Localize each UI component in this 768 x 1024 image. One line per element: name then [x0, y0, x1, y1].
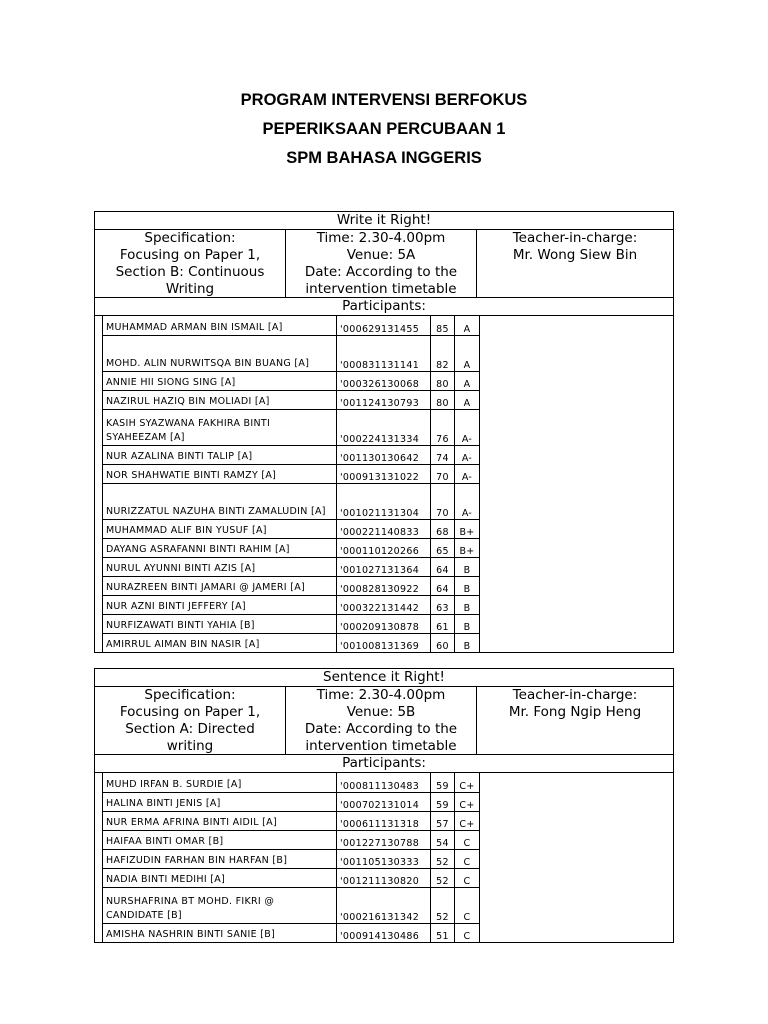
table-row: [103, 887, 480, 923]
section-write-it-right: [94, 211, 674, 653]
spec-line: Writing: [165, 281, 215, 297]
mark: 76: [431, 409, 455, 445]
table-row: [103, 614, 480, 633]
date-line: intervention timetable: [305, 281, 457, 297]
student-name: NURFIZAWATI BINTI YAHIA [B]: [103, 614, 337, 633]
ic-number: '000831131141: [337, 335, 431, 371]
participants-label: Participants:: [95, 298, 673, 316]
table-row: [103, 923, 480, 942]
participants-table-wrap: [95, 773, 673, 942]
title-exam: PEPERIKSAAN PERCUBAAN 1: [262, 120, 506, 138]
date-line: Date: According to the: [304, 264, 458, 280]
venue-line: Venue: 5B: [346, 704, 416, 720]
ic-number: '000811130483: [337, 773, 431, 792]
spec-line: Specification:: [144, 687, 236, 703]
student-name: KASIH SYAZWANA FAKHIRA BINTI SYAHEEZAM [A]: [103, 409, 337, 445]
ic-number: '001027131364: [337, 557, 431, 576]
ic-number: '000611131318: [337, 811, 431, 830]
spec-line: Specification:: [144, 230, 236, 246]
title-program: PROGRAM INTERVENSI BERFOKUS: [240, 91, 528, 109]
ic-number: '001008131369: [337, 633, 431, 652]
grade: A-: [455, 409, 480, 445]
grade: C: [455, 868, 480, 887]
schedule-cell: [286, 687, 477, 754]
student-name: NURSHAFRINA BT MOHD. FIKRI @ CANDIDATE [B]: [103, 887, 337, 923]
grade: A: [455, 390, 480, 409]
participants-label: Participants:: [95, 755, 673, 773]
section-title: Write it Right!: [95, 212, 673, 230]
date-line: intervention timetable: [305, 738, 457, 754]
ic-number: '000110120266: [337, 538, 431, 557]
grade: A-: [455, 445, 480, 464]
mark: 63: [431, 595, 455, 614]
mark: 60: [431, 633, 455, 652]
grade: C: [455, 849, 480, 868]
student-name: MUHD IRFAN B. SURDIE [A]: [103, 773, 337, 792]
mark: 70: [431, 464, 455, 483]
teacher-label: Teacher-in-charge:: [512, 230, 638, 246]
mark: 70: [431, 483, 455, 519]
grade: A: [455, 335, 480, 371]
table-row: [103, 595, 480, 614]
grade: C+: [455, 811, 480, 830]
grade: C: [455, 923, 480, 942]
ic-number: '000914130486: [337, 923, 431, 942]
specification-cell: [95, 687, 286, 754]
student-name: AMISHA NASHRIN BINTI SANIE [B]: [103, 923, 337, 942]
spec-line: Focusing on Paper 1,: [119, 704, 261, 720]
table-row: [103, 868, 480, 887]
table-row: [103, 633, 480, 652]
ic-number: '001211130820: [337, 868, 431, 887]
mark: 65: [431, 538, 455, 557]
grade: A-: [455, 483, 480, 519]
table-row: [103, 445, 480, 464]
table-row: [103, 849, 480, 868]
student-name: MUHAMMAD ARMAN BIN ISMAIL [A]: [103, 316, 337, 335]
mark: 54: [431, 830, 455, 849]
grade: A: [455, 316, 480, 335]
table-row: [103, 557, 480, 576]
grade: B: [455, 557, 480, 576]
grade: B: [455, 614, 480, 633]
ic-number: '000221140833: [337, 519, 431, 538]
grade: B+: [455, 519, 480, 538]
student-name: AMIRRUL AIMAN BIN NASIR [A]: [103, 633, 337, 652]
mark: 64: [431, 576, 455, 595]
ic-number: '000629131455: [337, 316, 431, 335]
mark: 64: [431, 557, 455, 576]
mark: 74: [431, 445, 455, 464]
ic-number: '001021131304: [337, 483, 431, 519]
table-row: [103, 538, 480, 557]
student-name: MOHD. ALIN NURWITSQA BIN BUANG [A]: [103, 335, 337, 371]
grade: B: [455, 633, 480, 652]
mark: 52: [431, 887, 455, 923]
ic-number: '001124130793: [337, 390, 431, 409]
ic-number: '001105130333: [337, 849, 431, 868]
student-name: NADIA BINTI MEDIHI [A]: [103, 868, 337, 887]
ic-number: '000216131342: [337, 887, 431, 923]
ic-number: '000828130922: [337, 576, 431, 595]
table-row: [103, 464, 480, 483]
time-line: Time: 2.30-4.00pm: [316, 230, 446, 246]
mark: 59: [431, 792, 455, 811]
student-name: NURAZREEN BINTI JAMARI @ JAMERI [A]: [103, 576, 337, 595]
mark: 57: [431, 811, 455, 830]
section-info-row: [95, 230, 673, 298]
table-row: [103, 519, 480, 538]
student-name: NAZIRUL HAZIQ BIN MOLIADI [A]: [103, 390, 337, 409]
table-row: [103, 409, 480, 445]
section-sentence-it-right: [94, 668, 674, 943]
teacher-label: Teacher-in-charge:: [512, 687, 638, 703]
section-title: Sentence it Right!: [95, 669, 673, 687]
mark: 85: [431, 316, 455, 335]
student-name: DAYANG ASRAFANNI BINTI RAHIM [A]: [103, 538, 337, 557]
student-name: HAFIZUDIN FARHAN BIN HARFAN [B]: [103, 849, 337, 868]
ic-number: '000209130878: [337, 614, 431, 633]
spec-line: Focusing on Paper 1,: [119, 247, 261, 263]
venue-line: Venue: 5A: [346, 247, 416, 263]
teacher-cell: [477, 230, 673, 297]
grade: B+: [455, 538, 480, 557]
grade: B: [455, 595, 480, 614]
teacher-name: Mr. Wong Siew Bin: [512, 247, 638, 263]
specification-cell: [95, 230, 286, 297]
table-row: [103, 371, 480, 390]
table-row: [103, 390, 480, 409]
mark: 82: [431, 335, 455, 371]
grade: A: [455, 371, 480, 390]
grade: C: [455, 830, 480, 849]
student-name: NUR ERMA AFRINA BINTI AIDIL [A]: [103, 811, 337, 830]
student-name: ANNIE HII SIONG SING [A]: [103, 371, 337, 390]
mark: 52: [431, 849, 455, 868]
ic-number: '000326130068: [337, 371, 431, 390]
table-row: [103, 792, 480, 811]
student-name: HAIFAA BINTI OMAR [B]: [103, 830, 337, 849]
mark: 80: [431, 371, 455, 390]
title-subject: SPM BAHASA INGGERIS: [286, 149, 482, 167]
spec-line: Section A: Directed: [125, 721, 255, 737]
table-row: [103, 830, 480, 849]
teacher-cell: [477, 687, 673, 754]
time-line: Time: 2.30-4.00pm: [316, 687, 446, 703]
ic-number: '000913131022: [337, 464, 431, 483]
ic-number: '001130130642: [337, 445, 431, 464]
student-name: NURIZZATUL NAZUHA BINTI ZAMALUDIN [A]: [103, 483, 337, 519]
grade: A-: [455, 464, 480, 483]
ic-number: '001227130788: [337, 830, 431, 849]
grade: B: [455, 576, 480, 595]
mark: 52: [431, 868, 455, 887]
mark: 80: [431, 390, 455, 409]
ic-number: '000702131014: [337, 792, 431, 811]
ic-number: '000224131334: [337, 409, 431, 445]
participants-table: [102, 316, 480, 652]
date-line: Date: According to the: [304, 721, 458, 737]
schedule-cell: [286, 230, 477, 297]
mark: 68: [431, 519, 455, 538]
table-row: [103, 811, 480, 830]
teacher-name: Mr. Fong Ngip Heng: [508, 704, 642, 720]
participants-table: [102, 773, 480, 942]
table-row: [103, 316, 480, 335]
ic-number: '000322131442: [337, 595, 431, 614]
grade: C+: [455, 773, 480, 792]
student-name: MUHAMMAD ALIF BIN YUSUF [A]: [103, 519, 337, 538]
mark: 51: [431, 923, 455, 942]
grade: C+: [455, 792, 480, 811]
participants-table-wrap: [95, 316, 673, 652]
table-row: [103, 576, 480, 595]
student-name: NURUL AYUNNI BINTI AZIS [A]: [103, 557, 337, 576]
table-row: [103, 335, 480, 371]
student-name: NUR AZNI BINTI JEFFERY [A]: [103, 595, 337, 614]
section-info-row: [95, 687, 673, 755]
student-name: NOR SHAHWATIE BINTI RAMZY [A]: [103, 464, 337, 483]
student-name: HALINA BINTI JENIS [A]: [103, 792, 337, 811]
grade: C: [455, 887, 480, 923]
mark: 61: [431, 614, 455, 633]
table-row: [103, 483, 480, 519]
student-name: NUR AZALINA BINTI TALIP [A]: [103, 445, 337, 464]
table-row: [103, 773, 480, 792]
mark: 59: [431, 773, 455, 792]
document-header: [0, 86, 768, 173]
spec-line: Section B: Continuous: [115, 264, 265, 280]
spec-line: writing: [166, 738, 214, 754]
